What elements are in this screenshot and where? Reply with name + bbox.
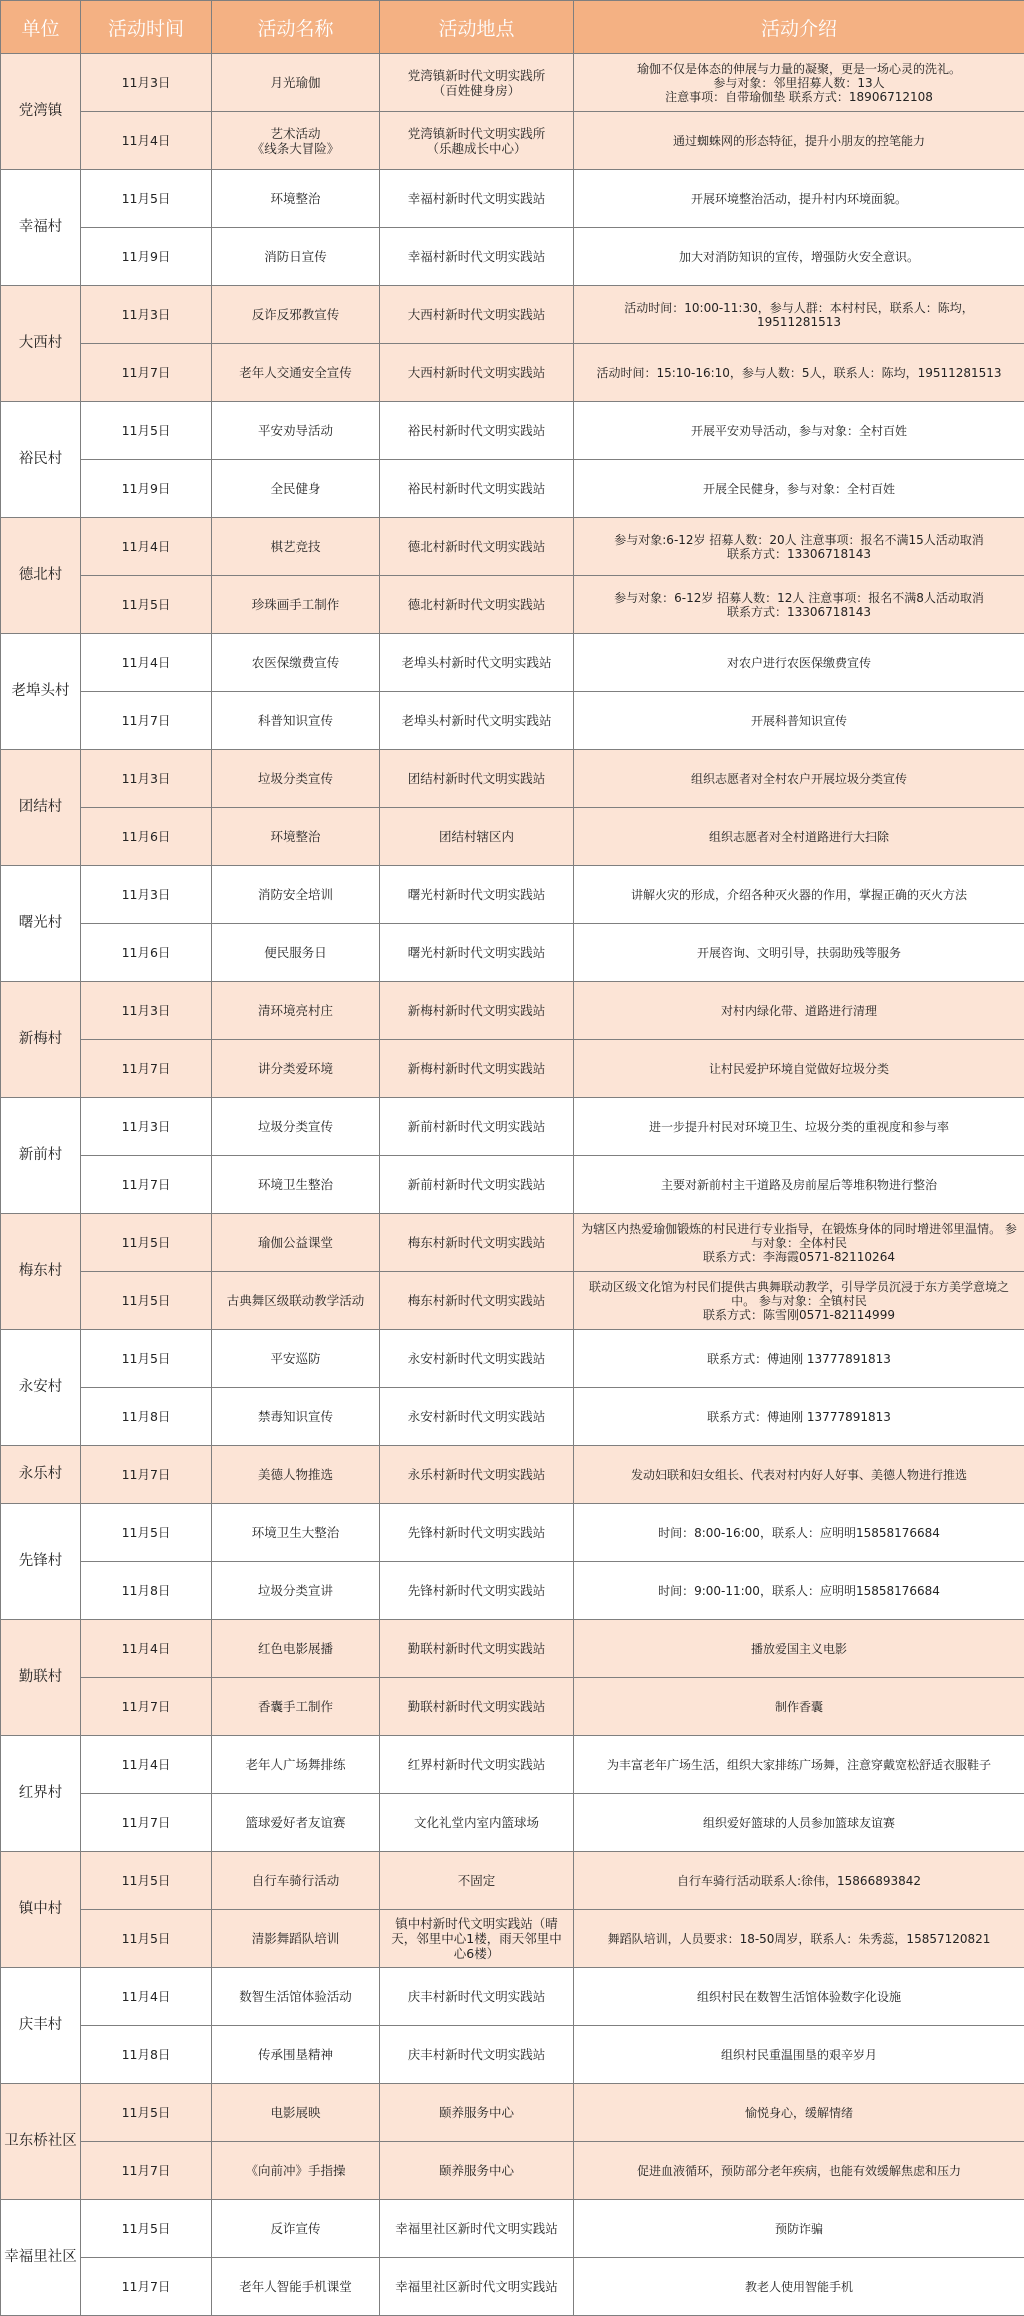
intro-cell: 开展环境整治活动，提升村内环境面貌。 <box>574 170 1024 228</box>
activity-name-cell: 清影舞蹈队培训 <box>212 1910 380 1968</box>
table-header-row <box>1 1 1024 54</box>
time-cell: 11月4日 <box>81 634 212 692</box>
time-cell: 11月3日 <box>81 750 212 808</box>
table-row <box>1 2258 1024 2316</box>
time-cell: 11月4日 <box>81 1736 212 1794</box>
unit-cell: 新前村 <box>1 1098 81 1214</box>
header-intro: 活动介绍 <box>574 1 1024 54</box>
time-cell: 11月5日 <box>81 2200 212 2258</box>
table-row <box>1 112 1024 170</box>
activity-name-cell: 自行车骑行活动 <box>212 1852 380 1910</box>
intro-cell: 组织志愿者对全村农户开展垃圾分类宣传 <box>574 750 1024 808</box>
intro-cell: 组织志愿者对全村道路进行大扫除 <box>574 808 1024 866</box>
intro-cell: 开展科普知识宣传 <box>574 692 1024 750</box>
place-cell: 新梅村新时代文明实践站 <box>380 982 574 1040</box>
activity-name-cell: 反诈宣传 <box>212 2200 380 2258</box>
unit-cell: 庆丰村 <box>1 1968 81 2084</box>
place-cell: 幸福村新时代文明实践站 <box>380 170 574 228</box>
place-cell: 先锋村新时代文明实践站 <box>380 1562 574 1620</box>
time-cell: 11月7日 <box>81 1678 212 1736</box>
table-row <box>1 808 1024 866</box>
table-row <box>1 54 1024 112</box>
intro-cell: 通过蜘蛛网的形态特征，提升小朋友的控笔能力 <box>574 112 1024 170</box>
table-row <box>1 750 1024 808</box>
time-cell: 11月4日 <box>81 1620 212 1678</box>
table-row <box>1 1156 1024 1214</box>
place-cell: 党湾镇新时代文明实践所 （乐趣成长中心） <box>380 112 574 170</box>
place-cell: 新梅村新时代文明实践站 <box>380 1040 574 1098</box>
intro-cell: 开展全民健身，参与对象：全村百姓 <box>574 460 1024 518</box>
unit-cell: 党湾镇 <box>1 54 81 170</box>
place-cell: 德北村新时代文明实践站 <box>380 576 574 634</box>
intro-cell: 播放爱国主义电影 <box>574 1620 1024 1678</box>
activity-name-cell: 讲分类爱环境 <box>212 1040 380 1098</box>
intro-cell: 联系方式：傅迪刚 13777891813 <box>574 1388 1024 1446</box>
time-cell: 11月5日 <box>81 170 212 228</box>
place-cell: 勤联村新时代文明实践站 <box>380 1620 574 1678</box>
activity-name-cell: 环境卫生大整治 <box>212 1504 380 1562</box>
intro-cell: 预防诈骗 <box>574 2200 1024 2258</box>
activity-name-cell: 棋艺竞技 <box>212 518 380 576</box>
intro-cell: 时间：9:00-11:00，联系人：应明明15858176684 <box>574 1562 1024 1620</box>
activity-name-cell: 数智生活馆体验活动 <box>212 1968 380 2026</box>
place-cell: 新前村新时代文明实践站 <box>380 1098 574 1156</box>
intro-cell: 教老人使用智能手机 <box>574 2258 1024 2316</box>
place-cell: 大西村新时代文明实践站 <box>380 286 574 344</box>
unit-cell: 先锋村 <box>1 1504 81 1620</box>
intro-cell: 舞蹈队培训，人员要求：18-50周岁，联系人：朱秀蕊，15857120821 <box>574 1910 1024 1968</box>
place-cell: 大西村新时代文明实践站 <box>380 344 574 402</box>
table-row <box>1 1272 1024 1330</box>
table-row <box>1 1678 1024 1736</box>
place-cell: 裕民村新时代文明实践站 <box>380 460 574 518</box>
intro-cell: 开展咨询、文明引导，扶弱助残等服务 <box>574 924 1024 982</box>
table-row <box>1 1794 1024 1852</box>
place-cell: 曙光村新时代文明实践站 <box>380 866 574 924</box>
intro-cell: 主要对新前村主干道路及房前屋后等堆积物进行整治 <box>574 1156 1024 1214</box>
time-cell: 11月9日 <box>81 228 212 286</box>
table-row <box>1 1098 1024 1156</box>
time-cell: 11月5日 <box>81 576 212 634</box>
activity-name-cell: 美德人物推选 <box>212 1446 380 1504</box>
table-row <box>1 982 1024 1040</box>
table-row <box>1 576 1024 634</box>
activity-name-cell: 环境卫生整治 <box>212 1156 380 1214</box>
activity-name-cell: 垃圾分类宣传 <box>212 1098 380 1156</box>
activity-name-cell: 老年人交通安全宣传 <box>212 344 380 402</box>
intro-cell: 联动区级文化馆为村民们提供古典舞联动教学，引导学员沉浸于东方美学意境之中。 参与对象：全镇村民 联系方式：陈雪刚0571-82114999 <box>574 1272 1024 1330</box>
place-cell: 庆丰村新时代文明实践站 <box>380 2026 574 2084</box>
place-cell: 颐养服务中心 <box>380 2084 574 2142</box>
place-cell: 幸福里社区新时代文明实践站 <box>380 2200 574 2258</box>
intro-cell: 联系方式：傅迪刚 13777891813 <box>574 1330 1024 1388</box>
intro-cell: 让村民爱护环境自觉做好垃圾分类 <box>574 1040 1024 1098</box>
unit-cell: 勤联村 <box>1 1620 81 1736</box>
intro-cell: 参与对象:6-12岁 招募人数：20人 注意事项：报名不满15人活动取消 联系方式：13306718143 <box>574 518 1024 576</box>
intro-cell: 为辖区内热爱瑜伽锻炼的村民进行专业指导，在锻炼身体的同时增进邻里温情。 参与对象：全体村民 联系方式：李海霞0571-82110264 <box>574 1214 1024 1272</box>
table-row <box>1 1968 1024 2026</box>
time-cell: 11月8日 <box>81 2026 212 2084</box>
time-cell: 11月3日 <box>81 866 212 924</box>
time-cell: 11月7日 <box>81 1446 212 1504</box>
activity-name-cell: 篮球爱好者友谊赛 <box>212 1794 380 1852</box>
intro-cell: 愉悦身心，缓解情绪 <box>574 2084 1024 2142</box>
table-row <box>1 170 1024 228</box>
activity-name-cell: 瑜伽公益课堂 <box>212 1214 380 1272</box>
activity-name-cell: 艺术活动 《线条大冒险》 <box>212 112 380 170</box>
activity-name-cell: 环境整治 <box>212 170 380 228</box>
time-cell: 11月9日 <box>81 460 212 518</box>
intro-cell: 组织村民在数智生活馆体验数字化设施 <box>574 1968 1024 2026</box>
table-row <box>1 1620 1024 1678</box>
intro-cell: 为丰富老年广场生活，组织大家排练广场舞，注意穿戴宽松舒适衣服鞋子 <box>574 1736 1024 1794</box>
activity-name-cell: 农医保缴费宣传 <box>212 634 380 692</box>
table-row <box>1 866 1024 924</box>
time-cell: 11月7日 <box>81 1040 212 1098</box>
place-cell: 先锋村新时代文明实践站 <box>380 1504 574 1562</box>
intro-cell: 开展平安劝导活动，参与对象：全村百姓 <box>574 402 1024 460</box>
intro-cell: 活动时间：10:00-11:30，参与人群：本村村民，联系人：陈均， 19511281513 <box>574 286 1024 344</box>
time-cell: 11月5日 <box>81 2084 212 2142</box>
time-cell: 11月3日 <box>81 1098 212 1156</box>
unit-cell: 德北村 <box>1 518 81 634</box>
time-cell: 11月5日 <box>81 1214 212 1272</box>
time-cell: 11月7日 <box>81 2258 212 2316</box>
intro-cell: 瑜伽不仅是体态的伸展与力量的凝聚，更是一场心灵的洗礼。 参与对象：邻里招募人数：13人 注意事项：自带瑜伽垫 联系方式：18906712108 <box>574 54 1024 112</box>
place-cell: 勤联村新时代文明实践站 <box>380 1678 574 1736</box>
activity-name-cell: 老年人广场舞排练 <box>212 1736 380 1794</box>
time-cell: 11月3日 <box>81 286 212 344</box>
intro-cell: 促进血液循环，预防部分老年疾病，也能有效缓解焦虑和压力 <box>574 2142 1024 2200</box>
table-row <box>1 1736 1024 1794</box>
activity-name-cell: 珍珠画手工制作 <box>212 576 380 634</box>
time-cell: 11月5日 <box>81 1504 212 1562</box>
intro-cell: 发动妇联和妇女组长、代表对村内好人好事、美德人物进行推选 <box>574 1446 1024 1504</box>
intro-cell: 制作香囊 <box>574 1678 1024 1736</box>
time-cell: 11月7日 <box>81 1794 212 1852</box>
table-row <box>1 344 1024 402</box>
place-cell: 团结村新时代文明实践站 <box>380 750 574 808</box>
activity-name-cell: 禁毒知识宣传 <box>212 1388 380 1446</box>
table-row <box>1 1504 1024 1562</box>
time-cell: 11月5日 <box>81 1852 212 1910</box>
table-row <box>1 2142 1024 2200</box>
table-row <box>1 228 1024 286</box>
activity-name-cell: 环境整治 <box>212 808 380 866</box>
activity-name-cell: 全民健身 <box>212 460 380 518</box>
unit-cell: 团结村 <box>1 750 81 866</box>
table-row <box>1 1214 1024 1272</box>
time-cell: 11月4日 <box>81 1968 212 2026</box>
table-row <box>1 460 1024 518</box>
table-row <box>1 1040 1024 1098</box>
activity-name-cell: 平安巡防 <box>212 1330 380 1388</box>
time-cell: 11月6日 <box>81 808 212 866</box>
table-row <box>1 2084 1024 2142</box>
time-cell: 11月5日 <box>81 1272 212 1330</box>
intro-cell: 组织爱好篮球的人员参加篮球友谊赛 <box>574 1794 1024 1852</box>
time-cell: 11月4日 <box>81 518 212 576</box>
time-cell: 11月4日 <box>81 112 212 170</box>
activity-name-cell: 科普知识宣传 <box>212 692 380 750</box>
unit-cell: 卫东桥社区 <box>1 2084 81 2200</box>
table-row <box>1 692 1024 750</box>
activity-name-cell: 古典舞区级联动教学活动 <box>212 1272 380 1330</box>
intro-cell: 对农户进行农医保缴费宣传 <box>574 634 1024 692</box>
unit-cell: 永安村 <box>1 1330 81 1446</box>
place-cell: 永安村新时代文明实践站 <box>380 1388 574 1446</box>
activity-name-cell: 垃圾分类宣讲 <box>212 1562 380 1620</box>
place-cell: 红界村新时代文明实践站 <box>380 1736 574 1794</box>
activity-name-cell: 老年人智能手机课堂 <box>212 2258 380 2316</box>
time-cell: 11月7日 <box>81 1156 212 1214</box>
intro-cell: 活动时间：15:10-16:10，参与人数：5人，联系人：陈均，19511281513 <box>574 344 1024 402</box>
activity-name-cell: 平安劝导活动 <box>212 402 380 460</box>
time-cell: 11月8日 <box>81 1562 212 1620</box>
unit-cell: 梅东村 <box>1 1214 81 1330</box>
intro-cell: 自行车骑行活动联系人:徐伟，15866893842 <box>574 1852 1024 1910</box>
place-cell: 文化礼堂内室内篮球场 <box>380 1794 574 1852</box>
activity-name-cell: 消防安全培训 <box>212 866 380 924</box>
table-row <box>1 924 1024 982</box>
time-cell: 11月6日 <box>81 924 212 982</box>
activity-name-cell: 便民服务日 <box>212 924 380 982</box>
place-cell: 德北村新时代文明实践站 <box>380 518 574 576</box>
time-cell: 11月5日 <box>81 1330 212 1388</box>
table-row <box>1 1910 1024 1968</box>
place-cell: 幸福村新时代文明实践站 <box>380 228 574 286</box>
table-row <box>1 1562 1024 1620</box>
time-cell: 11月7日 <box>81 692 212 750</box>
intro-cell: 时间：8:00-16:00，联系人：应明明15858176684 <box>574 1504 1024 1562</box>
table-row <box>1 634 1024 692</box>
header-name: 活动名称 <box>212 1 380 54</box>
intro-cell: 讲解火灾的形成，介绍各种灭火器的作用，掌握正确的灭火方法 <box>574 866 1024 924</box>
intro-cell: 进一步提升村民对环境卫生、垃圾分类的重视度和参与率 <box>574 1098 1024 1156</box>
table-row <box>1 1852 1024 1910</box>
intro-cell: 参与对象：6-12岁 招募人数：12人 注意事项：报名不满8人活动取消 联系方式：13306718143 <box>574 576 1024 634</box>
time-cell: 11月3日 <box>81 982 212 1040</box>
table-row <box>1 2200 1024 2258</box>
place-cell: 不固定 <box>380 1852 574 1910</box>
table-row <box>1 518 1024 576</box>
unit-cell: 新梅村 <box>1 982 81 1098</box>
table-body <box>1 54 1024 2316</box>
activity-name-cell: 香囊手工制作 <box>212 1678 380 1736</box>
place-cell: 幸福里社区新时代文明实践站 <box>380 2258 574 2316</box>
place-cell: 梅东村新时代文明实践站 <box>380 1214 574 1272</box>
table-row <box>1 1388 1024 1446</box>
time-cell: 11月7日 <box>81 2142 212 2200</box>
activity-name-cell: 反诈反邪教宣传 <box>212 286 380 344</box>
header-time: 活动时间 <box>81 1 212 54</box>
time-cell: 11月3日 <box>81 54 212 112</box>
unit-cell: 裕民村 <box>1 402 81 518</box>
header-unit: 单位 <box>1 1 81 54</box>
place-cell: 老埠头村新时代文明实践站 <box>380 634 574 692</box>
place-cell: 庆丰村新时代文明实践站 <box>380 1968 574 2026</box>
unit-cell: 老埠头村 <box>1 634 81 750</box>
activity-name-cell: 《向前冲》手指操 <box>212 2142 380 2200</box>
activity-name-cell: 消防日宣传 <box>212 228 380 286</box>
unit-cell: 大西村 <box>1 286 81 402</box>
place-cell: 颐养服务中心 <box>380 2142 574 2200</box>
activity-name-cell: 传承围垦精神 <box>212 2026 380 2084</box>
table-row <box>1 2026 1024 2084</box>
table-row <box>1 402 1024 460</box>
unit-cell: 幸福村 <box>1 170 81 286</box>
place-cell: 镇中村新时代文明实践站（晴天，邻里中心1楼，雨天邻里中心6楼） <box>380 1910 574 1968</box>
activity-name-cell: 红色电影展播 <box>212 1620 380 1678</box>
place-cell: 永安村新时代文明实践站 <box>380 1330 574 1388</box>
place-cell: 曙光村新时代文明实践站 <box>380 924 574 982</box>
unit-cell: 红界村 <box>1 1736 81 1852</box>
activity-name-cell: 电影展映 <box>212 2084 380 2142</box>
time-cell: 11月5日 <box>81 402 212 460</box>
unit-cell: 镇中村 <box>1 1852 81 1968</box>
unit-cell: 永乐村 <box>1 1446 81 1504</box>
place-cell: 团结村辖区内 <box>380 808 574 866</box>
table-row <box>1 1446 1024 1504</box>
table-row <box>1 286 1024 344</box>
place-cell: 党湾镇新时代文明实践所 （百姓健身房） <box>380 54 574 112</box>
place-cell: 裕民村新时代文明实践站 <box>380 402 574 460</box>
table-row <box>1 1330 1024 1388</box>
place-cell: 永乐村新时代文明实践站 <box>380 1446 574 1504</box>
intro-cell: 对村内绿化带、道路进行清理 <box>574 982 1024 1040</box>
time-cell: 11月8日 <box>81 1388 212 1446</box>
time-cell: 11月7日 <box>81 344 212 402</box>
intro-cell: 加大对消防知识的宣传，增强防火安全意识。 <box>574 228 1024 286</box>
intro-cell: 组织村民重温围垦的艰辛岁月 <box>574 2026 1024 2084</box>
unit-cell: 曙光村 <box>1 866 81 982</box>
activity-name-cell: 月光瑜伽 <box>212 54 380 112</box>
activity-name-cell: 清环境亮村庄 <box>212 982 380 1040</box>
place-cell: 新前村新时代文明实践站 <box>380 1156 574 1214</box>
header-place: 活动地点 <box>380 1 574 54</box>
place-cell: 老埠头村新时代文明实践站 <box>380 692 574 750</box>
activity-name-cell: 垃圾分类宣传 <box>212 750 380 808</box>
place-cell: 梅东村新时代文明实践站 <box>380 1272 574 1330</box>
unit-cell: 幸福里社区 <box>1 2200 81 2316</box>
time-cell: 11月5日 <box>81 1910 212 1968</box>
